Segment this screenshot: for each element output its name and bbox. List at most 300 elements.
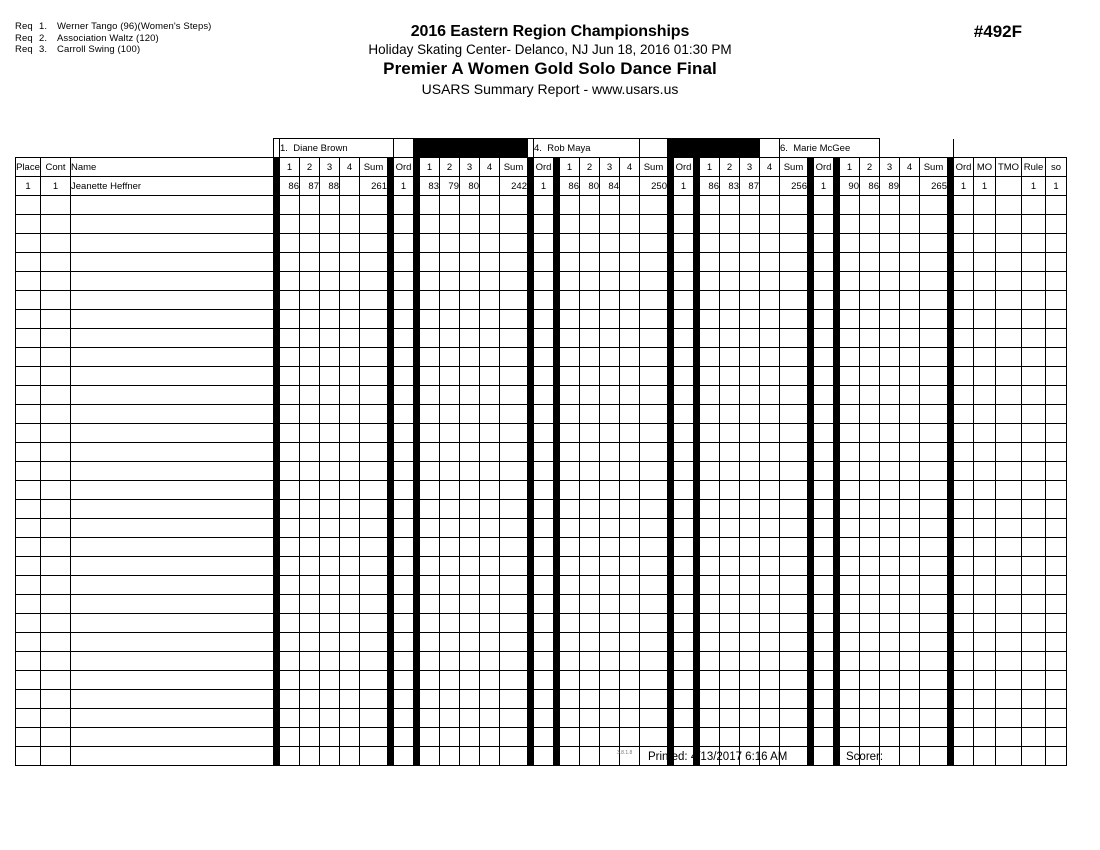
cell-empty bbox=[880, 196, 900, 215]
cell-empty bbox=[1046, 595, 1067, 614]
cell-empty bbox=[500, 709, 528, 728]
table-row-empty[interactable] bbox=[16, 272, 1067, 291]
cell-empty bbox=[360, 367, 388, 386]
cell-judge1-ord: 1 bbox=[394, 177, 414, 196]
cell-empty bbox=[300, 348, 320, 367]
cell-empty bbox=[900, 386, 920, 405]
cell-empty bbox=[320, 272, 340, 291]
cell-empty bbox=[974, 329, 996, 348]
cell-empty bbox=[600, 272, 620, 291]
cell-empty bbox=[780, 405, 808, 424]
cell-empty bbox=[340, 310, 360, 329]
table-row-empty[interactable] bbox=[16, 671, 1067, 690]
cell-empty bbox=[1022, 747, 1046, 766]
cell-empty bbox=[620, 595, 640, 614]
table-row-empty[interactable] bbox=[16, 709, 1067, 728]
column-header-so: so bbox=[1046, 158, 1067, 177]
cell-empty bbox=[760, 405, 780, 424]
table-row-empty[interactable] bbox=[16, 728, 1067, 747]
cell-empty bbox=[600, 196, 620, 215]
cell-empty bbox=[760, 538, 780, 557]
cell-empty bbox=[500, 386, 528, 405]
cell-empty bbox=[860, 291, 880, 310]
cell-empty bbox=[16, 253, 41, 272]
cell-empty bbox=[740, 386, 760, 405]
cell-empty bbox=[320, 519, 340, 538]
cell-empty bbox=[1046, 576, 1067, 595]
cell-empty bbox=[996, 234, 1022, 253]
cell-empty bbox=[420, 196, 440, 215]
table-row-empty[interactable] bbox=[16, 215, 1067, 234]
cell-empty bbox=[1022, 405, 1046, 424]
cell-empty bbox=[560, 728, 580, 747]
cell-empty bbox=[640, 272, 668, 291]
cell-empty bbox=[440, 595, 460, 614]
cell-empty bbox=[860, 538, 880, 557]
cell-empty bbox=[996, 652, 1022, 671]
cell-empty bbox=[720, 557, 740, 576]
cell-empty bbox=[814, 367, 834, 386]
cell-empty bbox=[500, 690, 528, 709]
cell-empty bbox=[674, 576, 694, 595]
cell-empty bbox=[71, 481, 274, 500]
cell-empty bbox=[760, 329, 780, 348]
cell-empty bbox=[880, 709, 900, 728]
cell-empty bbox=[16, 272, 41, 291]
cell-empty bbox=[760, 234, 780, 253]
cell-empty bbox=[620, 196, 640, 215]
table-row-empty[interactable] bbox=[16, 253, 1067, 272]
cell-empty bbox=[500, 595, 528, 614]
cell-empty bbox=[16, 481, 41, 500]
cell-empty bbox=[700, 310, 720, 329]
cell-empty bbox=[900, 215, 920, 234]
cell-empty bbox=[440, 538, 460, 557]
cell-empty bbox=[560, 481, 580, 500]
cell-empty bbox=[814, 614, 834, 633]
cell-empty bbox=[760, 481, 780, 500]
event-title: Premier A Women Gold Solo Dance Final bbox=[383, 59, 717, 78]
cell-empty bbox=[900, 234, 920, 253]
cell-empty bbox=[16, 234, 41, 253]
cell-empty bbox=[71, 690, 274, 709]
cell-empty bbox=[620, 253, 640, 272]
judge-subheader-ord: Ord bbox=[674, 158, 694, 177]
cell-empty bbox=[580, 462, 600, 481]
cell-empty bbox=[780, 462, 808, 481]
cell-empty bbox=[534, 576, 554, 595]
cell-rule: 1 bbox=[1022, 177, 1046, 196]
cell-empty bbox=[580, 595, 600, 614]
cell-empty bbox=[340, 386, 360, 405]
cell-empty bbox=[534, 519, 554, 538]
cell-empty bbox=[740, 443, 760, 462]
cell-empty bbox=[760, 291, 780, 310]
column-header-name: Name bbox=[71, 158, 274, 177]
cell-empty bbox=[674, 633, 694, 652]
judge-name-header bbox=[780, 139, 880, 158]
cell-empty bbox=[740, 538, 760, 557]
cell-empty bbox=[600, 671, 620, 690]
cell-empty bbox=[640, 690, 668, 709]
judge-separator-top bbox=[394, 139, 414, 158]
cell-empty bbox=[860, 253, 880, 272]
cell-empty bbox=[780, 614, 808, 633]
table-row-empty[interactable] bbox=[16, 519, 1067, 538]
cell-empty bbox=[974, 557, 996, 576]
cell-empty bbox=[920, 709, 948, 728]
cell-empty bbox=[780, 253, 808, 272]
cell-empty bbox=[720, 443, 740, 462]
cell-empty bbox=[534, 500, 554, 519]
cell-empty bbox=[560, 690, 580, 709]
table-row-empty[interactable] bbox=[16, 196, 1067, 215]
cell-empty bbox=[360, 310, 388, 329]
cell-judge3-sum: 250 bbox=[640, 177, 668, 196]
cell-empty bbox=[420, 462, 440, 481]
cell-empty bbox=[674, 424, 694, 443]
cell-empty bbox=[900, 329, 920, 348]
cell-empty bbox=[460, 386, 480, 405]
cell-empty bbox=[760, 614, 780, 633]
table-row-empty[interactable] bbox=[16, 329, 1067, 348]
cell-empty bbox=[580, 405, 600, 424]
cell-empty bbox=[860, 690, 880, 709]
table-row-empty[interactable] bbox=[16, 310, 1067, 329]
cell-empty bbox=[640, 614, 668, 633]
table-row-empty[interactable] bbox=[16, 405, 1067, 424]
table-row-empty[interactable] bbox=[16, 747, 1067, 766]
cell-empty bbox=[600, 329, 620, 348]
judge-subheader-3: 3 bbox=[600, 158, 620, 177]
cell-empty bbox=[880, 310, 900, 329]
cell-empty bbox=[71, 557, 274, 576]
cell-empty bbox=[280, 367, 300, 386]
table-row-empty[interactable] bbox=[16, 538, 1067, 557]
cell-judge4-s1: 86 bbox=[700, 177, 720, 196]
scoring-table bbox=[15, 138, 1067, 766]
cell-empty bbox=[440, 576, 460, 595]
cell-empty bbox=[974, 253, 996, 272]
version-label: 3.8.1.8 bbox=[617, 750, 633, 756]
cell-empty bbox=[740, 728, 760, 747]
cell-empty bbox=[460, 652, 480, 671]
cell-empty bbox=[16, 424, 41, 443]
cell-empty bbox=[360, 690, 388, 709]
cell-empty bbox=[974, 709, 996, 728]
table-row-empty[interactable] bbox=[16, 633, 1067, 652]
cell-empty bbox=[280, 329, 300, 348]
cell-empty bbox=[840, 538, 860, 557]
cell-empty bbox=[580, 538, 600, 557]
cell-place: 1 bbox=[16, 177, 41, 196]
cell-empty bbox=[320, 690, 340, 709]
cell-empty bbox=[394, 291, 414, 310]
cell-empty bbox=[71, 215, 274, 234]
table-row-empty[interactable] bbox=[16, 462, 1067, 481]
cell-empty bbox=[16, 747, 41, 766]
cell-empty bbox=[920, 310, 948, 329]
cell-empty bbox=[460, 405, 480, 424]
cell-empty bbox=[500, 747, 528, 766]
cell-empty bbox=[280, 519, 300, 538]
cell-empty bbox=[41, 614, 71, 633]
cell-empty bbox=[920, 424, 948, 443]
cell-empty bbox=[480, 671, 500, 690]
cell-empty bbox=[340, 215, 360, 234]
cell-empty bbox=[600, 709, 620, 728]
cell-empty bbox=[480, 367, 500, 386]
cell-empty bbox=[534, 386, 554, 405]
cell-empty bbox=[780, 538, 808, 557]
cell-empty bbox=[16, 386, 41, 405]
table-row-empty[interactable] bbox=[16, 443, 1067, 462]
cell-empty bbox=[560, 367, 580, 386]
cell-empty bbox=[620, 234, 640, 253]
cell-empty bbox=[920, 576, 948, 595]
cell-empty bbox=[974, 310, 996, 329]
judge-subheader-4: 4 bbox=[760, 158, 780, 177]
cell-empty bbox=[360, 633, 388, 652]
cell-empty bbox=[620, 614, 640, 633]
cell-empty bbox=[840, 310, 860, 329]
cell-empty bbox=[280, 481, 300, 500]
cell-empty bbox=[394, 481, 414, 500]
cell-empty bbox=[814, 557, 834, 576]
cell-empty bbox=[740, 576, 760, 595]
cell-empty bbox=[640, 652, 668, 671]
cell-empty bbox=[580, 519, 600, 538]
cell-empty bbox=[954, 519, 974, 538]
cell-empty bbox=[996, 291, 1022, 310]
cell-empty bbox=[394, 652, 414, 671]
cell-empty bbox=[1046, 652, 1067, 671]
cell-empty bbox=[71, 234, 274, 253]
cell-empty bbox=[780, 595, 808, 614]
cell-empty bbox=[500, 652, 528, 671]
cell-empty bbox=[780, 367, 808, 386]
cell-empty bbox=[320, 595, 340, 614]
cell-empty bbox=[996, 671, 1022, 690]
table-row-empty[interactable] bbox=[16, 481, 1067, 500]
cell-empty bbox=[480, 234, 500, 253]
cell-empty bbox=[700, 424, 720, 443]
cell-empty bbox=[280, 747, 300, 766]
cell-empty bbox=[394, 633, 414, 652]
cell-empty bbox=[700, 652, 720, 671]
cell-empty bbox=[440, 614, 460, 633]
column-header-place: Place bbox=[16, 158, 41, 177]
cell-empty bbox=[440, 348, 460, 367]
cell-empty bbox=[280, 690, 300, 709]
cell-empty bbox=[480, 614, 500, 633]
table-row-empty[interactable] bbox=[16, 557, 1067, 576]
cell-empty bbox=[1046, 272, 1067, 291]
cell-empty bbox=[700, 443, 720, 462]
cell-empty bbox=[954, 253, 974, 272]
cell-tmo bbox=[996, 177, 1022, 196]
cell-empty bbox=[41, 633, 71, 652]
cell-empty bbox=[500, 272, 528, 291]
cell-empty bbox=[620, 386, 640, 405]
cell-empty bbox=[780, 329, 808, 348]
cell-empty bbox=[560, 671, 580, 690]
cell-empty bbox=[394, 690, 414, 709]
cell-empty bbox=[420, 747, 440, 766]
cell-empty bbox=[700, 405, 720, 424]
cell-empty bbox=[340, 652, 360, 671]
cell-empty bbox=[500, 367, 528, 386]
cell-empty bbox=[320, 329, 340, 348]
table-row-empty[interactable] bbox=[16, 652, 1067, 671]
cell-empty bbox=[394, 234, 414, 253]
cell-judge1-s3: 88 bbox=[320, 177, 340, 196]
cell-empty bbox=[840, 576, 860, 595]
cell-empty bbox=[974, 462, 996, 481]
cell-empty bbox=[1022, 633, 1046, 652]
cell-empty bbox=[41, 272, 71, 291]
cell-empty bbox=[1022, 386, 1046, 405]
cell-empty bbox=[900, 253, 920, 272]
cell-empty bbox=[1046, 386, 1067, 405]
judge-name-header bbox=[414, 139, 528, 158]
cell-empty bbox=[560, 234, 580, 253]
cell-empty bbox=[840, 329, 860, 348]
table-row-empty[interactable] bbox=[16, 291, 1067, 310]
cell-empty bbox=[840, 291, 860, 310]
table-row-empty[interactable] bbox=[16, 234, 1067, 253]
cell-empty bbox=[16, 367, 41, 386]
cell-empty bbox=[41, 234, 71, 253]
cell-empty bbox=[954, 633, 974, 652]
cell-empty bbox=[300, 481, 320, 500]
table-row[interactable] bbox=[16, 177, 1067, 196]
cell-empty bbox=[740, 329, 760, 348]
cell-empty bbox=[920, 519, 948, 538]
table-row-empty[interactable] bbox=[16, 500, 1067, 519]
cell-empty bbox=[1022, 481, 1046, 500]
table-row-empty[interactable] bbox=[16, 595, 1067, 614]
cell-empty bbox=[780, 557, 808, 576]
table-row-empty[interactable] bbox=[16, 386, 1067, 405]
cell-empty bbox=[900, 500, 920, 519]
cell-empty bbox=[1022, 348, 1046, 367]
table-row-empty[interactable] bbox=[16, 424, 1067, 443]
cell-judge3-s2: 80 bbox=[580, 177, 600, 196]
cell-empty bbox=[600, 291, 620, 310]
cell-empty bbox=[340, 595, 360, 614]
cell-empty bbox=[1022, 709, 1046, 728]
cell-empty bbox=[1022, 462, 1046, 481]
cell-empty bbox=[996, 443, 1022, 462]
cell-empty bbox=[814, 291, 834, 310]
cell-empty bbox=[16, 196, 41, 215]
table-row-empty[interactable] bbox=[16, 367, 1067, 386]
cell-empty bbox=[580, 443, 600, 462]
table-row-empty[interactable] bbox=[16, 614, 1067, 633]
cell-empty bbox=[16, 595, 41, 614]
cell-empty bbox=[534, 348, 554, 367]
cell-empty bbox=[620, 348, 640, 367]
cell-empty bbox=[1046, 215, 1067, 234]
cell-empty bbox=[600, 234, 620, 253]
table-row-empty[interactable] bbox=[16, 348, 1067, 367]
cell-empty bbox=[480, 500, 500, 519]
cell-empty bbox=[974, 595, 996, 614]
cell-empty bbox=[860, 367, 880, 386]
cell-judge2-s3: 80 bbox=[460, 177, 480, 196]
cell-empty bbox=[320, 462, 340, 481]
cell-empty bbox=[500, 557, 528, 576]
cell-empty bbox=[600, 576, 620, 595]
cell-empty bbox=[760, 386, 780, 405]
cell-empty bbox=[814, 215, 834, 234]
cell-empty bbox=[560, 291, 580, 310]
cell-empty bbox=[780, 709, 808, 728]
cell-empty bbox=[740, 253, 760, 272]
cell-empty bbox=[420, 671, 440, 690]
cell-empty bbox=[580, 576, 600, 595]
cell-empty bbox=[954, 728, 974, 747]
cell-empty bbox=[460, 557, 480, 576]
cell-judge2-sum: 242 bbox=[500, 177, 528, 196]
cell-empty bbox=[954, 652, 974, 671]
cell-empty bbox=[600, 690, 620, 709]
cell-empty bbox=[1046, 519, 1067, 538]
cell-empty bbox=[16, 538, 41, 557]
cell-empty bbox=[996, 272, 1022, 291]
cell-empty bbox=[700, 671, 720, 690]
cell-empty bbox=[71, 709, 274, 728]
cell-empty bbox=[840, 728, 860, 747]
judge-name: Marie McGee bbox=[793, 142, 851, 154]
cell-empty bbox=[720, 253, 740, 272]
cell-empty bbox=[674, 348, 694, 367]
cell-empty bbox=[974, 367, 996, 386]
cell-empty bbox=[674, 367, 694, 386]
cell-empty bbox=[780, 348, 808, 367]
cell-empty bbox=[394, 557, 414, 576]
cell-empty bbox=[900, 538, 920, 557]
cell-empty bbox=[900, 462, 920, 481]
cell-empty bbox=[440, 481, 460, 500]
cell-empty bbox=[700, 481, 720, 500]
cell-empty bbox=[460, 747, 480, 766]
cell-empty bbox=[700, 538, 720, 557]
cell-empty bbox=[740, 614, 760, 633]
cell-empty bbox=[320, 348, 340, 367]
cell-empty bbox=[760, 462, 780, 481]
cell-empty bbox=[340, 671, 360, 690]
cell-empty bbox=[720, 690, 740, 709]
cell-empty bbox=[954, 671, 974, 690]
cell-empty bbox=[41, 196, 71, 215]
table-row-empty[interactable] bbox=[16, 690, 1067, 709]
cell-empty bbox=[340, 614, 360, 633]
cell-empty bbox=[760, 272, 780, 291]
judge-name-header bbox=[280, 139, 394, 158]
cell-empty bbox=[974, 671, 996, 690]
cell-empty bbox=[974, 196, 996, 215]
cell-empty bbox=[420, 367, 440, 386]
cell-empty bbox=[700, 386, 720, 405]
cell-empty bbox=[340, 728, 360, 747]
cell-empty bbox=[300, 424, 320, 443]
cell-empty bbox=[620, 405, 640, 424]
cell-empty bbox=[460, 367, 480, 386]
cell-empty bbox=[16, 443, 41, 462]
table-row-empty[interactable] bbox=[16, 576, 1067, 595]
